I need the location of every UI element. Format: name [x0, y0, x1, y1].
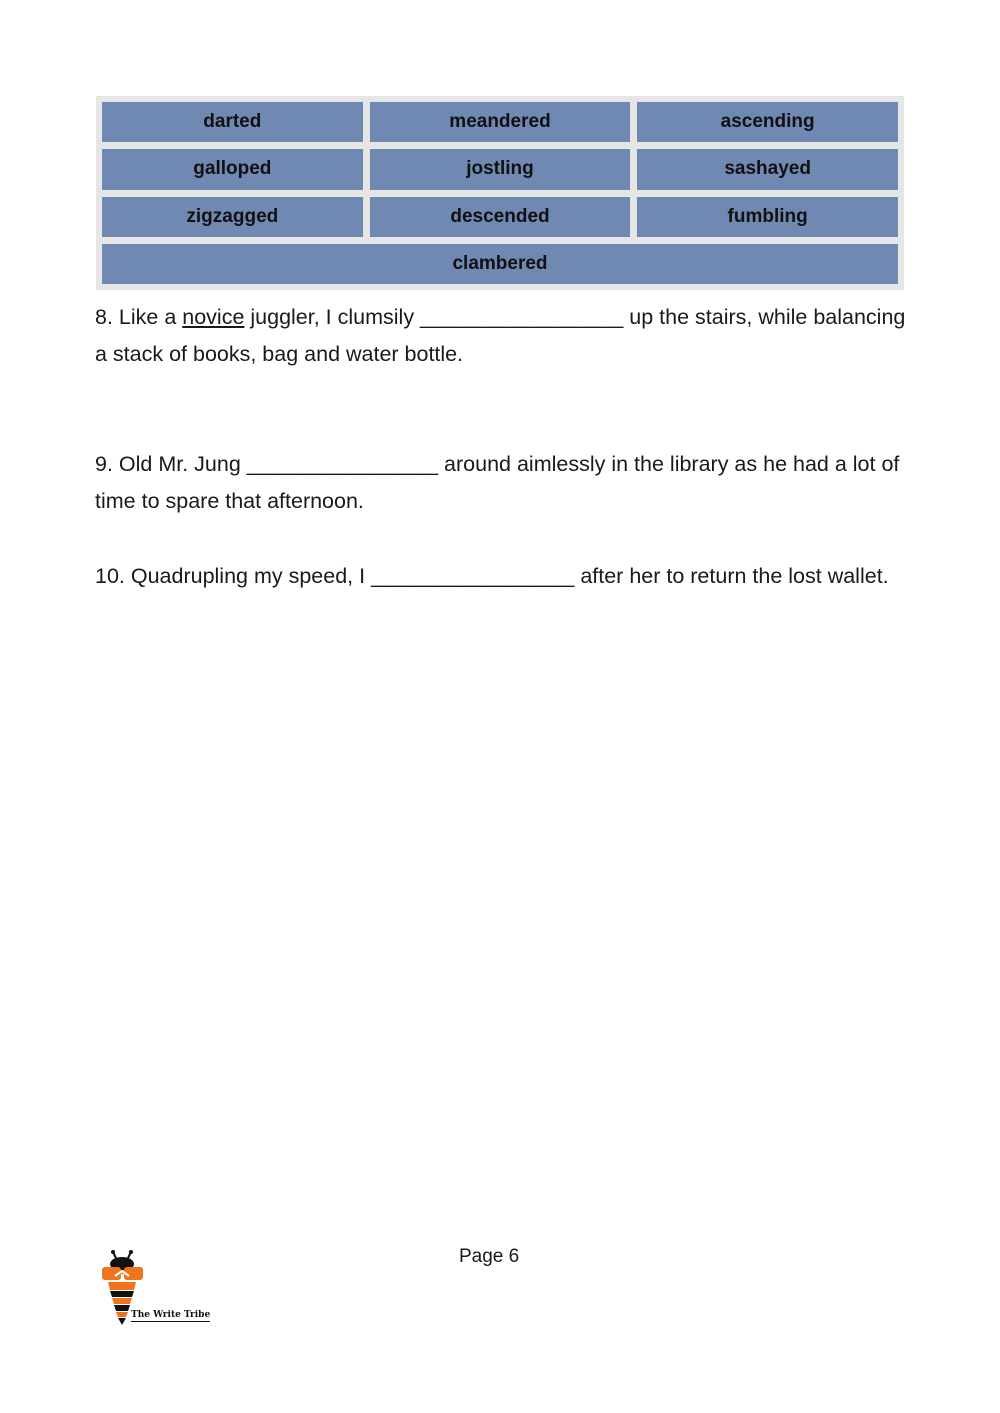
word-bank-cell-wide: clambered: [102, 244, 898, 284]
question-8-rest: juggler, I clumsily _________________ up the stairs, while balancing a stack of books, bag and water bottle.: [95, 305, 906, 366]
word-bank-cell: meandered: [370, 102, 631, 142]
word-bank-cell: fumbling: [637, 197, 898, 237]
question-8: [95, 299, 910, 373]
word-bank-cell: darted: [102, 102, 363, 142]
logo-wordmark: The Write Tribe: [131, 1310, 211, 1320]
question-8-start: 8. Like a: [95, 305, 183, 329]
question-9: 9. Old Mr. Jung ________________ around aimlessly in the library as he had a lot of time to spare that afternoon.: [95, 452, 900, 513]
word-bank-cell: sashayed: [637, 149, 898, 189]
word-bank-cell: jostling: [370, 149, 631, 189]
question-10: 10. Quadrupling my speed, I _________________ after her to return the lost wallet.: [95, 564, 889, 588]
word-bank-cell: galloped: [102, 149, 363, 189]
word-bank-cell: ascending: [637, 102, 898, 142]
page-number: Page 6: [459, 1246, 520, 1267]
underlined-word: novice: [182, 305, 245, 329]
word-bank-cell: descended: [370, 197, 631, 237]
word-bank-table: [96, 96, 904, 290]
word-bank-cell: zigzagged: [102, 197, 363, 237]
